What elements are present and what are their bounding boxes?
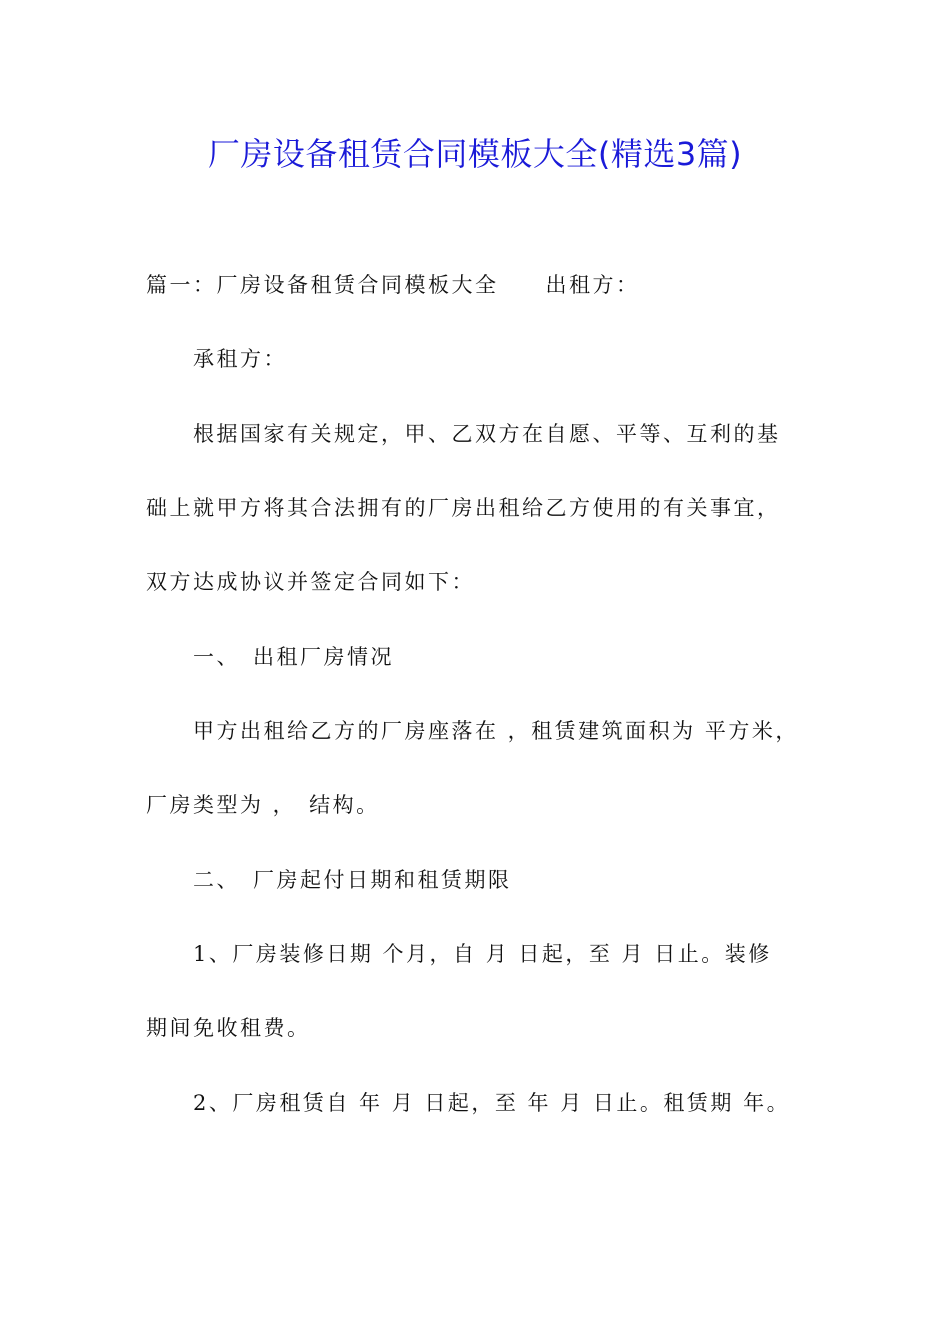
paragraph-line: 一、 出租厂房情况 [193,645,394,669]
paragraph-line: 承租方： [193,347,287,371]
paragraph-line: 双方达成协议并签定合同如下： [146,570,475,594]
paragraph-line: 础上就甲方将其合法拥有的厂房出租给乙方使用的有关事宜， [146,496,781,520]
paragraph-line: 1、厂房装修日期 个月，自 月 日起，至 月 日止。装修 [193,942,772,966]
paragraph-line: 厂房类型为 ， 结构。 [146,793,380,817]
paragraph-line: 2、厂房租赁自 年 月 日起，至 年 月 日止。租赁期 年。 [193,1091,791,1115]
paragraph-line: 根据国家有关规定，甲、乙双方在自愿、平等、互利的基 [193,422,781,446]
paragraph-line: 期间免收租费。 [146,1016,311,1040]
paragraph-line: 二、 厂房起付日期和租赁期限 [193,868,512,892]
document-title: 厂房设备租赁合同模板大全(精选3篇) [207,135,743,173]
paragraph-line: 篇一：厂房设备租赁合同模板大全 出租方： [146,273,640,297]
paragraph-line: 甲方出租给乙方的厂房座落在 ，租赁建筑面积为 平方米， [193,719,799,743]
